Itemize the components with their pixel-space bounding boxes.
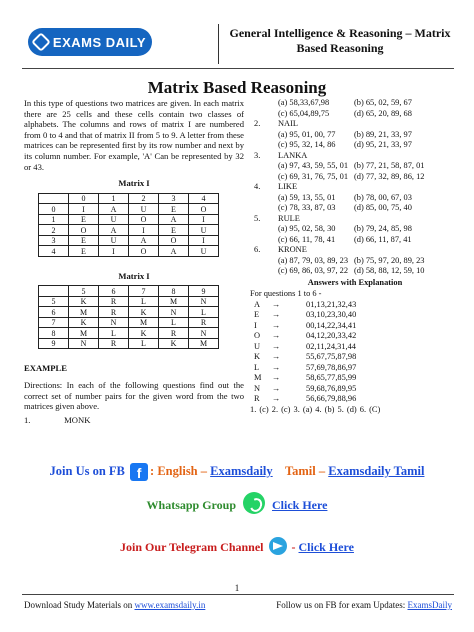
- table-cell: K: [129, 307, 159, 318]
- option: (d) 85, 00, 75, 40: [354, 203, 412, 212]
- question-word: KRONE: [278, 245, 307, 254]
- telegram-click-here-link[interactable]: Click Here: [298, 540, 354, 554]
- table-row: [39, 214, 219, 225]
- table-cell: M: [129, 317, 159, 328]
- logo-text: EXAMS DAILY: [52, 34, 147, 50]
- answers-subheading: For questions 1 to 6 -: [250, 289, 322, 298]
- matrix-2-label: Matrix I: [118, 270, 150, 281]
- question-word: MONK: [64, 414, 91, 425]
- letter: I: [254, 320, 257, 330]
- fb-promo: [0, 463, 474, 481]
- option: (d) 58, 88, 12, 59, 10: [354, 266, 425, 275]
- table-row: [39, 193, 219, 204]
- list-item: [250, 321, 460, 332]
- left-column: [24, 98, 244, 425]
- table-cell: 3: [159, 193, 189, 204]
- matrix-1-table: [38, 193, 219, 257]
- question-word: NAIL: [278, 119, 299, 128]
- question-2: [250, 119, 460, 130]
- examsdaily-site-link[interactable]: www.examsdaily.in: [134, 600, 206, 610]
- dash: -: [291, 540, 296, 554]
- codes: 58,65,77,85,99: [306, 373, 357, 382]
- table-cell: O: [69, 225, 99, 236]
- arrow-icon: →: [272, 331, 281, 340]
- question-word: RULE: [278, 213, 300, 223]
- question-number: 4.: [254, 182, 261, 191]
- question-number: 1.: [24, 414, 31, 425]
- table-cell: 0: [69, 193, 99, 204]
- table-cell: U: [129, 204, 159, 215]
- option: (d) 65, 20, 89, 68: [354, 108, 412, 118]
- table-row: [39, 246, 219, 257]
- options-row: [250, 224, 460, 235]
- table-cell: R: [99, 307, 129, 318]
- option: (c) 69, 86, 03, 97, 22: [278, 266, 349, 275]
- option: (a) 97, 43, 59, 55, 01: [278, 161, 349, 170]
- table-cell: I: [69, 204, 99, 215]
- tamil-label: Tamil –: [284, 464, 326, 478]
- options-row: [250, 203, 460, 214]
- codes: 04,12,20,33,42: [306, 331, 357, 340]
- option: (a) 95, 02, 58, 30: [278, 224, 336, 233]
- footer-left-text: Download Study Materials on: [24, 600, 133, 610]
- list-item: [250, 373, 460, 384]
- letter: R: [254, 394, 260, 403]
- table-row: [39, 317, 219, 328]
- table-cell: N: [159, 307, 189, 318]
- codes: 57,69,78,86,97: [306, 362, 357, 372]
- list-item: [250, 352, 460, 363]
- list-item: [250, 384, 460, 395]
- table-cell: 5: [69, 286, 99, 297]
- table-cell: O: [129, 246, 159, 257]
- directions-text: Directions: In each of the following questions find out the correct set of number pairs for the given word from the two matrices given above.: [24, 379, 244, 412]
- arrow-icon: →: [272, 373, 281, 382]
- table-row: [39, 235, 219, 246]
- examsdaily-tamil-link[interactable]: Examsdaily Tamil: [328, 464, 425, 478]
- options-row: [250, 109, 460, 120]
- question-number: 5.: [254, 213, 261, 223]
- question-6: [250, 245, 460, 256]
- table-cell: 8: [39, 328, 69, 339]
- whatsapp-promo: [0, 492, 474, 514]
- option: (a) 95, 01, 00, 77: [278, 129, 336, 139]
- list-item: [250, 300, 460, 311]
- options-row: [250, 130, 460, 141]
- table-cell: 2: [39, 225, 69, 236]
- table-cell: L: [129, 296, 159, 307]
- question-4: [250, 182, 460, 193]
- table-cell: E: [69, 235, 99, 246]
- table-cell: M: [159, 296, 189, 307]
- whatsapp-icon[interactable]: [243, 492, 265, 514]
- footer-right: [276, 600, 452, 610]
- codes: 55,67,75,87,98: [306, 352, 357, 361]
- table-cell: U: [189, 225, 219, 236]
- option: (b) 65, 02, 59, 67: [354, 98, 412, 107]
- codes: 00,14,22,34,41: [306, 320, 357, 330]
- table-cell: [39, 193, 69, 204]
- question-word: LIKE: [278, 182, 298, 191]
- letter: U: [254, 341, 261, 351]
- option: (c) 66, 11, 78, 41: [278, 234, 336, 244]
- arrow-icon: →: [272, 341, 281, 351]
- options-row: [250, 140, 460, 151]
- table-cell: L: [129, 338, 159, 349]
- table-cell: A: [99, 225, 129, 236]
- example-heading: EXAMPLE: [24, 363, 67, 374]
- list-item: [250, 363, 460, 374]
- whatsapp-click-here-link[interactable]: Click Here: [272, 498, 328, 512]
- table-cell: K: [159, 338, 189, 349]
- codes: 02,11,24,31,44: [306, 341, 356, 351]
- list-item: [250, 331, 460, 342]
- table-cell: 1: [99, 193, 129, 204]
- arrow-icon: →: [272, 310, 281, 319]
- page-header: [22, 18, 454, 66]
- question-3: [250, 151, 460, 162]
- option: (b) 89, 21, 33, 97: [354, 129, 412, 139]
- table-cell: N: [189, 328, 219, 339]
- letter: N: [254, 383, 261, 393]
- options-row: [250, 172, 460, 183]
- table-row: [39, 328, 219, 339]
- arrow-icon: →: [272, 383, 281, 393]
- join-fb-text: Join Us on FB: [49, 464, 125, 478]
- page-number: 1: [234, 583, 240, 593]
- codes: 59,68,76,89,95: [306, 383, 357, 393]
- arrow-icon: →: [272, 320, 281, 330]
- table-cell: U: [189, 246, 219, 257]
- question-1: [24, 415, 244, 426]
- letter: A: [254, 299, 261, 309]
- answers-heading: Answers with Explanation: [307, 277, 403, 287]
- table-cell: I: [189, 235, 219, 246]
- table-cell: 9: [189, 286, 219, 297]
- table-cell: 7: [129, 286, 159, 297]
- table-cell: O: [129, 214, 159, 225]
- table-cell: M: [189, 338, 219, 349]
- table-cell: 4: [39, 246, 69, 257]
- table-cell: L: [159, 317, 189, 328]
- table-cell: A: [129, 235, 159, 246]
- option: (d) 77, 32, 89, 86, 12: [354, 171, 425, 181]
- header-rule: [22, 68, 454, 69]
- table-cell: U: [99, 235, 129, 246]
- list-item: [250, 394, 460, 405]
- option: (c) 69, 31, 76, 75, 01: [278, 171, 349, 181]
- table-cell: 1: [39, 214, 69, 225]
- table-cell: E: [159, 225, 189, 236]
- codes: 56,66,79,88,96: [306, 394, 357, 403]
- colon: :: [150, 464, 155, 478]
- table-cell: U: [99, 214, 129, 225]
- facebook-icon[interactable]: f: [130, 463, 148, 481]
- table-cell: R: [189, 317, 219, 328]
- letter: K: [254, 352, 261, 361]
- header-divider: [218, 24, 219, 64]
- table-row: [39, 296, 219, 307]
- table-row: [39, 307, 219, 318]
- table-cell: A: [99, 204, 129, 215]
- table-cell: 6: [99, 286, 129, 297]
- option: (b) 77, 21, 58, 87, 01: [354, 161, 425, 170]
- table-cell: 4: [189, 193, 219, 204]
- table-row: [39, 204, 219, 215]
- examsdaily-fb-link[interactable]: ExamsDaily: [407, 600, 452, 610]
- option: (a) 87, 79, 03, 89, 23: [278, 255, 349, 265]
- options-row: [250, 161, 460, 172]
- table-cell: 7: [39, 317, 69, 328]
- page-title: Matrix Based Reasoning: [147, 78, 327, 97]
- table-cell: E: [69, 246, 99, 257]
- table-row: [39, 286, 219, 297]
- options-row: [250, 193, 460, 204]
- table-cell: K: [69, 317, 99, 328]
- list-item: [250, 310, 460, 321]
- table-cell: I: [189, 214, 219, 225]
- table-cell: O: [189, 204, 219, 215]
- option: (d) 66, 11, 87, 41: [354, 234, 412, 244]
- question-number: 3.: [254, 150, 261, 160]
- matrix-2-table: [38, 285, 219, 349]
- option: (c) 65,04,89,75: [278, 108, 330, 118]
- table-cell: R: [99, 338, 129, 349]
- letter: O: [254, 331, 261, 340]
- option: (b) 78, 00, 67, 03: [354, 192, 412, 202]
- table-cell: A: [159, 246, 189, 257]
- letter: E: [254, 310, 260, 319]
- option: (a) 59, 13, 55, 01: [278, 192, 336, 202]
- table-cell: M: [69, 307, 99, 318]
- table-cell: N: [99, 317, 129, 328]
- examsdaily-logo[interactable]: [28, 28, 152, 56]
- options-row: [250, 235, 460, 246]
- table-cell: A: [159, 214, 189, 225]
- option: (a) 58,33,67,98: [278, 98, 330, 107]
- header-title: General Intelligence & Reasoning – Matrix Based Reasoning: [229, 26, 451, 55]
- list-item: [250, 342, 460, 353]
- codes: 01,13,21,32,43: [306, 299, 357, 309]
- table-row: [39, 338, 219, 349]
- option: (b) 79, 24, 85, 98: [354, 224, 412, 233]
- table-cell: 2: [129, 193, 159, 204]
- options-row: [250, 98, 460, 109]
- option: (c) 95, 32, 14, 86: [278, 140, 336, 149]
- table-cell: 9: [39, 338, 69, 349]
- table-cell: L: [99, 328, 129, 339]
- option: (b) 75, 97, 20, 89, 23: [354, 255, 425, 265]
- table-cell: 6: [39, 307, 69, 318]
- telegram-label: Join Our Telegram Channel: [120, 540, 264, 554]
- matrix-1-label: Matrix I: [118, 178, 150, 189]
- table-cell: 8: [159, 286, 189, 297]
- english-label: English –: [157, 464, 208, 478]
- table-cell: I: [99, 246, 129, 257]
- arrow-icon: →: [272, 352, 281, 361]
- arrow-icon: →: [272, 394, 281, 403]
- letter: M: [254, 373, 262, 382]
- option: (d) 95, 21, 33, 97: [354, 140, 412, 149]
- telegram-promo: [0, 537, 474, 555]
- intro-paragraph: In this type of questions two matrices are given. In each matrix there are 25 cells and these cells contain two classes of alphabets. The columns and rows of matrix I are numbered from 0 to 4 and that of matrix II from 5 to 9. A letter from these matrices can be represented first by its row number and next by its column number. For example, 'A' Can be represented by 32 or 43.: [24, 98, 244, 172]
- right-column: [250, 98, 460, 415]
- footer-left: [24, 600, 205, 610]
- table-cell: I: [129, 225, 159, 236]
- question-number: 2.: [254, 119, 261, 128]
- question-word: LANKA: [278, 150, 308, 160]
- examsdaily-link[interactable]: Examsdaily: [210, 464, 273, 478]
- table-cell: N: [69, 338, 99, 349]
- options-row: [250, 256, 460, 267]
- table-cell: K: [69, 296, 99, 307]
- arrow-icon: →: [272, 362, 281, 372]
- table-cell: R: [99, 296, 129, 307]
- table-cell: E: [69, 214, 99, 225]
- option: (c) 78, 33, 87, 03: [278, 203, 336, 212]
- table-cell: 0: [39, 204, 69, 215]
- table-cell: O: [159, 235, 189, 246]
- footer-rule: [22, 594, 454, 595]
- arrow-icon: →: [272, 299, 281, 309]
- logo-mark-icon: [31, 32, 51, 52]
- table-cell: M: [69, 328, 99, 339]
- table-cell: K: [129, 328, 159, 339]
- table-cell: 3: [39, 235, 69, 246]
- table-cell: N: [189, 296, 219, 307]
- table-cell: 5: [39, 296, 69, 307]
- letter: L: [254, 362, 260, 372]
- options-row: [250, 266, 460, 277]
- question-number: 6.: [254, 245, 261, 254]
- table-cell: E: [159, 204, 189, 215]
- table-cell: R: [159, 328, 189, 339]
- whatsapp-group-label: Whatsapp Group: [146, 498, 237, 512]
- footer-right-text: Follow us on FB for exam Updates:: [276, 600, 406, 610]
- codes: 03,10,23,30,40: [306, 310, 357, 319]
- telegram-icon[interactable]: [269, 537, 287, 555]
- question-5: [250, 214, 460, 225]
- final-answers: 1. (c) 2. (c) 3. (a) 4. (b) 5. (d) 6. (C): [250, 404, 381, 414]
- table-cell: [39, 286, 69, 297]
- table-row: [39, 225, 219, 236]
- table-cell: L: [189, 307, 219, 318]
